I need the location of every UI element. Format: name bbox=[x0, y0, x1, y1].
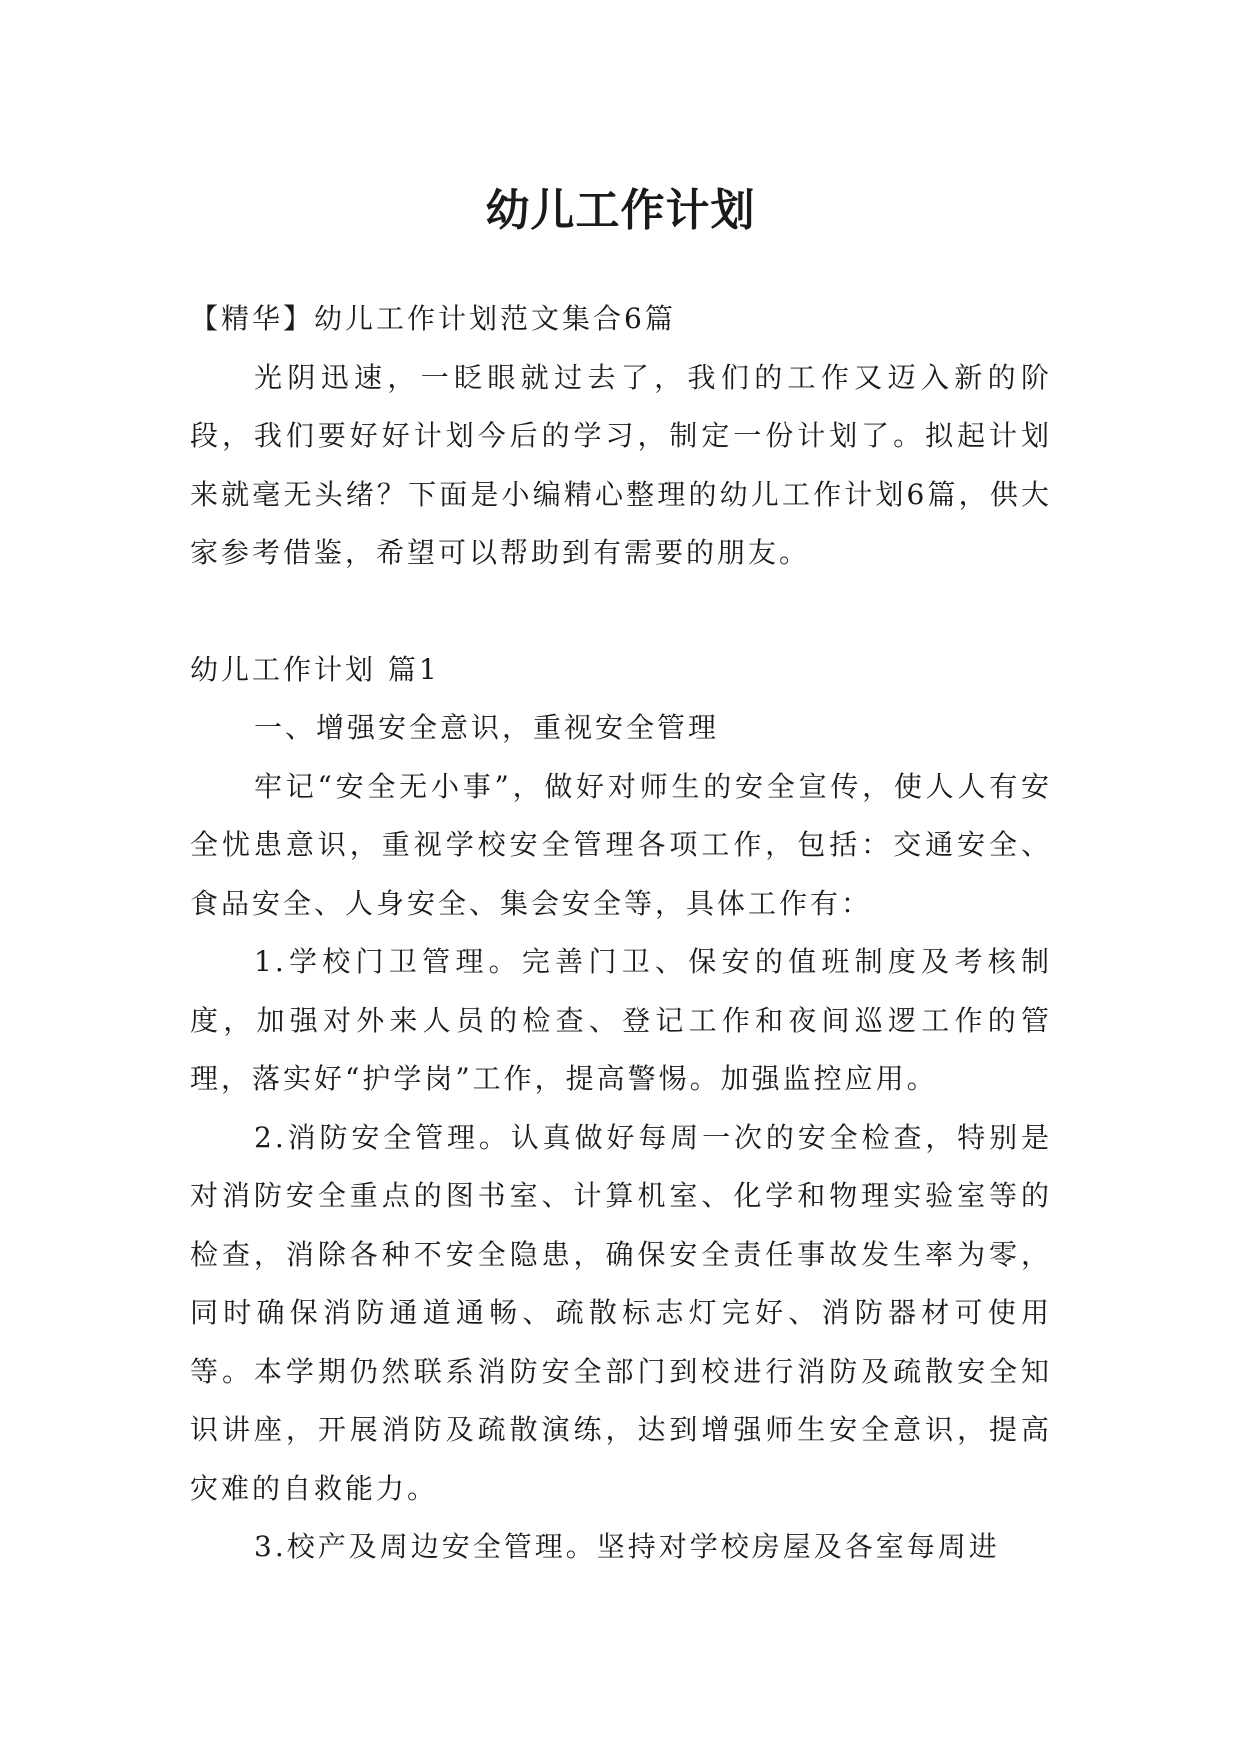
section-heading: 幼儿工作计划 篇1 bbox=[190, 652, 440, 686]
intro-paragraph: 光阴迅速，一眨眼就过去了，我们的工作又迈入新的阶段，我们要好好计划今后的学习，制定一份计划了。拟起计划来就毫无头绪？下面是小编精心整理的幼儿工作计划6篇，供大家参考借鉴，希望可以帮助到有需要的朋友。 bbox=[190, 360, 1052, 569]
body-paragraph: 牢记“安全无小事”，做好对师生的安全宣传，使人人有安全忧患意识，重视学校安全管理各项工作，包括：交通安全、食品安全、人身安全、集会安全等，具体工作有： bbox=[190, 769, 1052, 920]
document-subtitle: 【精华】幼儿工作计划范文集合6篇 bbox=[190, 302, 676, 335]
list-item: 1.学校门卫管理。完善门卫、保安的值班制度及考核制度，加强对外来人员的检查、登记工作和夜间巡逻工作的管理，落实好“护学岗”工作，提高警惕。加强监控应用。 bbox=[190, 945, 1052, 1095]
list-item: 2.消防安全管理。认真做好每周一次的安全检查，特别是对消防安全重点的图书室、计算机室、化学和物理实验室等的检查，消除各种不安全隐患，确保安全责任事故发生率为零，同时确保消防通道通畅、疏散标志灯完好、消防器材可使用等。本学期仍然联系消防安全部门到校进行消防及疏散安全知识讲座，开展消防及疏散演练，达到增强师生安全意识，提高灾难的自救能力。 bbox=[190, 1120, 1052, 1505]
list-item: 3.校产及周边安全管理。坚持对学校房屋及各室每周进 bbox=[254, 1530, 1000, 1563]
document-body bbox=[190, 290, 1052, 1577]
document-title: 幼儿工作计划 bbox=[485, 185, 756, 237]
part-heading: 一、增强安全意识，重视安全管理 bbox=[254, 711, 720, 744]
